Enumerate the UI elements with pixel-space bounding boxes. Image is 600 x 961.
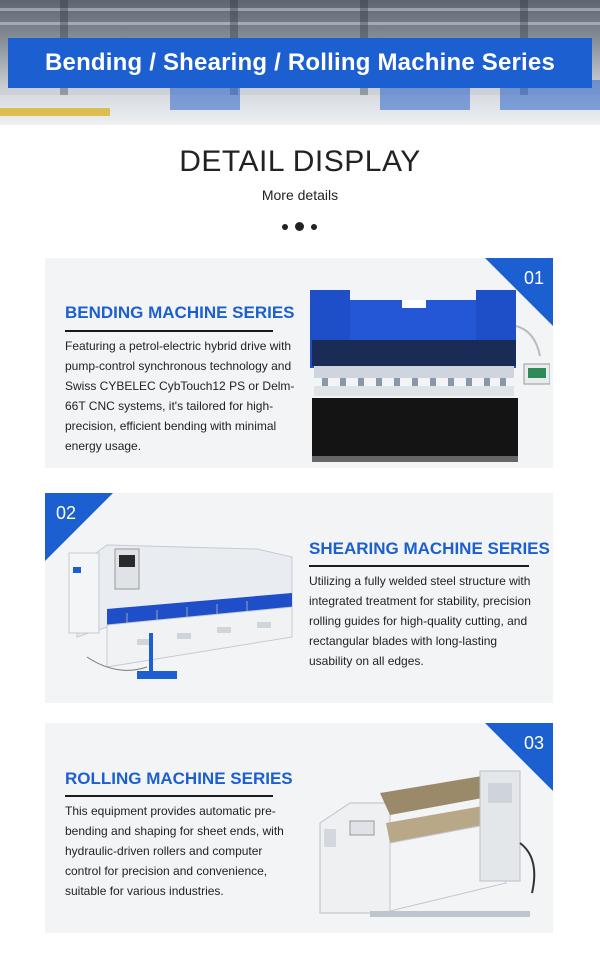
card-description: Utilizing a fully welded steel structure with integrated treatment for stability, precision rolling guides for high-quality cutting, and rectangular blades with long-lasting usability on all edges. [309, 574, 531, 668]
hero-banner [0, 0, 600, 125]
card-bending [45, 258, 553, 468]
card-shearing [45, 493, 553, 703]
section-subtitle: More details [261, 187, 339, 203]
card-heading: SHEARING MACHINE SERIES [309, 539, 550, 558]
card-number: 01 [523, 268, 544, 288]
shearing-machine-image [67, 527, 297, 687]
heading-underline [65, 330, 273, 332]
banner-title-bar [8, 38, 592, 88]
heading-underline [65, 795, 273, 797]
press-brake-image [310, 286, 550, 466]
card-heading: BENDING MACHINE SERIES [65, 303, 295, 322]
heading-underline [309, 565, 529, 567]
card-heading: ROLLING MACHINE SERIES [65, 769, 293, 788]
card-number: 02 [56, 503, 77, 523]
dots-divider [280, 222, 320, 232]
rolling-machine-image [310, 763, 545, 923]
card-rolling [45, 723, 553, 933]
card-description: This equipment provides automatic pre-bending and shaping for sheet ends, with hydraulic-driven rollers and computer control for precision and convenience, suitable for various industries. [65, 804, 284, 898]
card-number: 03 [523, 733, 544, 753]
section-title: DETAIL DISPLAY [179, 145, 421, 178]
banner-title: Bending / Shearing / Rolling Machine Series [44, 49, 556, 76]
card-description: Featuring a petrol-electric hybrid drive with pump-control synchronous technology and Swiss CYBELEC CybTouch12 PS or Delm-66T CNC systems, it's tailored for high-precision, efficient bending with minimal energy usage. [65, 339, 295, 453]
